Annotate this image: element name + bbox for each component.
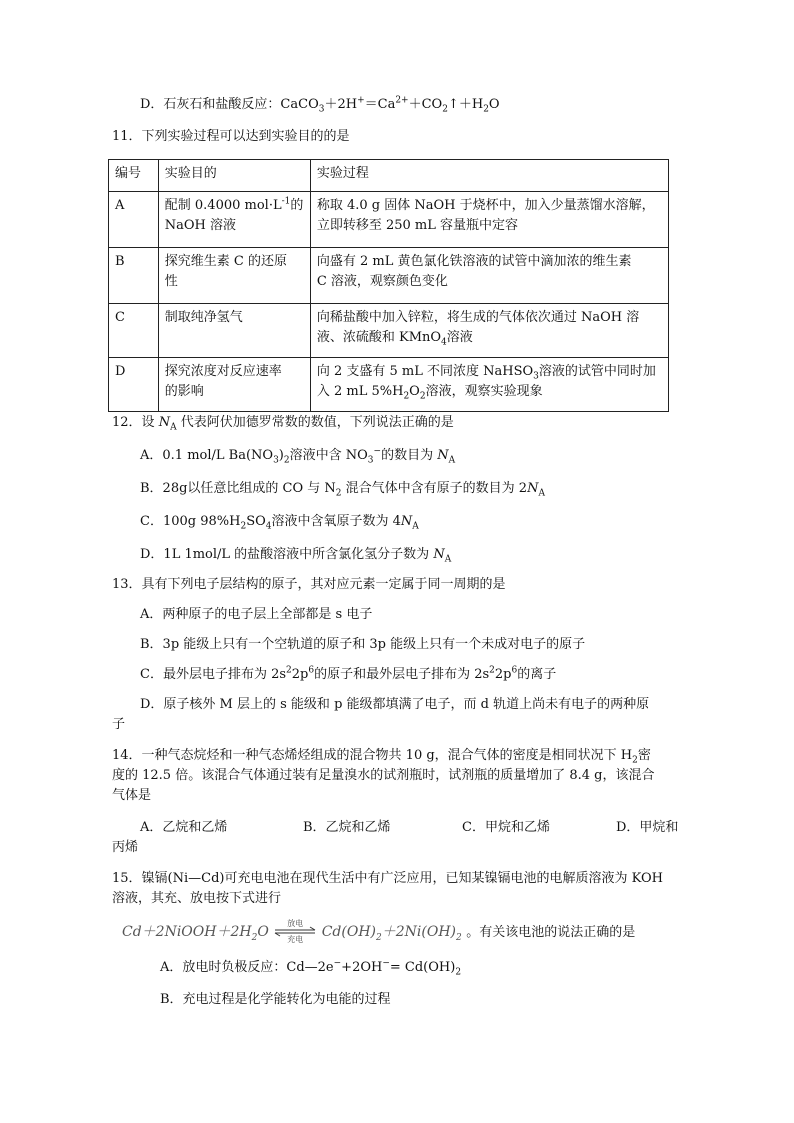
table-row (109, 358, 669, 412)
q15-stem-line1: 15．镍镉(Ni—Cd)可充电电池在现代生活中有广泛应用，已知某镍镉电池的电解质溶液为 KOH (112, 871, 663, 886)
row-goal: 探究浓度对反应速率 的影响 (158, 358, 310, 412)
row-id: D (109, 358, 159, 412)
row-goal: 配制 0.4000 $mol\cdot L^{-1}$的 NaOH 溶液 (158, 192, 310, 248)
q13-option-d-cont: 子 (112, 717, 126, 732)
row-id: A (109, 192, 159, 248)
q14-option-b: B．乙烷和乙烯 (303, 820, 391, 835)
q12-option-b: B．28g以任意比组成的 CO 与 $N_2$ 混合气体中含有原子的数目为 $2N_A$ (140, 481, 545, 499)
q15-reaction-equation: $Cd+2NiOOH+2H_2O$ 放电 充电 $Cd(OH)_2+2Ni(OH)_2$ 。有关该电池的说法正确的是 (122, 919, 636, 944)
q14-option-a: A．乙烷和乙烯 (140, 820, 228, 835)
q11-experiment-table (108, 159, 669, 412)
row-id: C (109, 304, 159, 358)
table-row (109, 248, 669, 304)
q15-option-a: A．放电时负极反应：Cd—2e−+2OH−= $Cd(OH)_2$ (160, 958, 462, 978)
q13-stem: 13．具有下列电子层结构的原子，其对应元素一定属于同一周期的是 (112, 577, 506, 592)
q12-option-a: A．0.1 mol/L $Ba(NO_3)_2$溶液中含 $NO_3^-$的数目为 $N_A$ (140, 446, 456, 466)
q14-option-d-cont: 丙烯 (112, 840, 139, 855)
q14-stem-line1: 14．一种气态烷烃和一种气态烯烃组成的混合物共 10 g，混合气体的密度是相同状况下 $H_2$密 (112, 748, 651, 766)
q14-stem-line2: 度的 12.5 倍。该混合气体通过装有足量溴水的试剂瓶时，试剂瓶的质量增加了 8.4 g，该混合 (112, 768, 655, 783)
q13-option-d: D．原子核外 M 层上的 s 能级和 p 能级都填满了电子，而 d 轨道上尚未有电子的两种原 (140, 697, 650, 712)
q13-option-c: C．最外层电子排布为 $2s^22p^6$的原子和最外层电子排布为 $2s^22p^6$的离子 (140, 665, 557, 682)
q15-stem-line2: 溶液，其充、放电按下式进行 (112, 891, 282, 906)
header-id: 编号 (109, 160, 159, 192)
q11-stem: 11．下列实验过程可以达到实验目的的是 (112, 129, 350, 144)
reversible-arrow-icon: 放电 充电 (273, 922, 317, 942)
q14-stem-line3: 气体是 (112, 788, 152, 803)
row-process: 向稀盐酸中加入锌粒，将生成的气体依次通过 NaOH 溶 液、浓硫酸和 KMnO$_4$溶液 (310, 304, 668, 358)
table-row (109, 192, 669, 248)
row-goal: 制取纯净氢气 (158, 304, 310, 358)
q14-option-d: D．甲烷和 (616, 820, 679, 835)
table-row (109, 304, 669, 358)
table-header-row (109, 160, 669, 192)
row-process: 向 2 支盛有 5 mL 不同浓度 NaHSO$_3$溶液的试管中同时加 入 2 mL $5\%H_2O_2$溶液，观察实验现象 (310, 358, 668, 412)
header-process: 实验过程 (310, 160, 668, 192)
q10-option-d: D．石灰石和盐酸反应：$CaCO_3+2H^+=Ca^{2+}+CO_2↑+H_2O$ (140, 95, 500, 115)
row-id: B (109, 248, 159, 304)
q15-option-b: B．充电过程是化学能转化为电能的过程 (160, 992, 391, 1007)
row-process: 向盛有 2 mL 黄色氯化铁溶液的试管中滴加浓的维生素 C 溶液，观察颜色变化 (310, 248, 668, 304)
q14-option-c: C．甲烷和乙烯 (462, 820, 550, 835)
q12-stem: 12．设 $N_A$ 代表阿伏加德罗常数的数值，下列说法正确的是 (112, 415, 454, 433)
q12-option-c: C．100g $98\%H_2SO_4$溶液中含氧原子数为 $4N_A$ (140, 514, 419, 532)
q12-option-d: D．1L 1mol/L 的盐酸溶液中所含氯化氢分子数为 $N_A$ (140, 547, 452, 565)
q13-option-a: A．两种原子的电子层上全部都是 s 电子 (140, 607, 373, 622)
row-process: 称取 4.0 g 固体 NaOH 于烧杯中，加入少量蒸馏水溶解， 立即转移至 250 mL 容量瓶中定容 (310, 192, 668, 248)
q13-option-b: B．3p 能级上只有一个空轨道的原子和 3p 能级上只有一个未成对电子的原子 (140, 637, 586, 652)
row-goal: 探究维生素 C 的还原 性 (158, 248, 310, 304)
header-goal: 实验目的 (158, 160, 310, 192)
